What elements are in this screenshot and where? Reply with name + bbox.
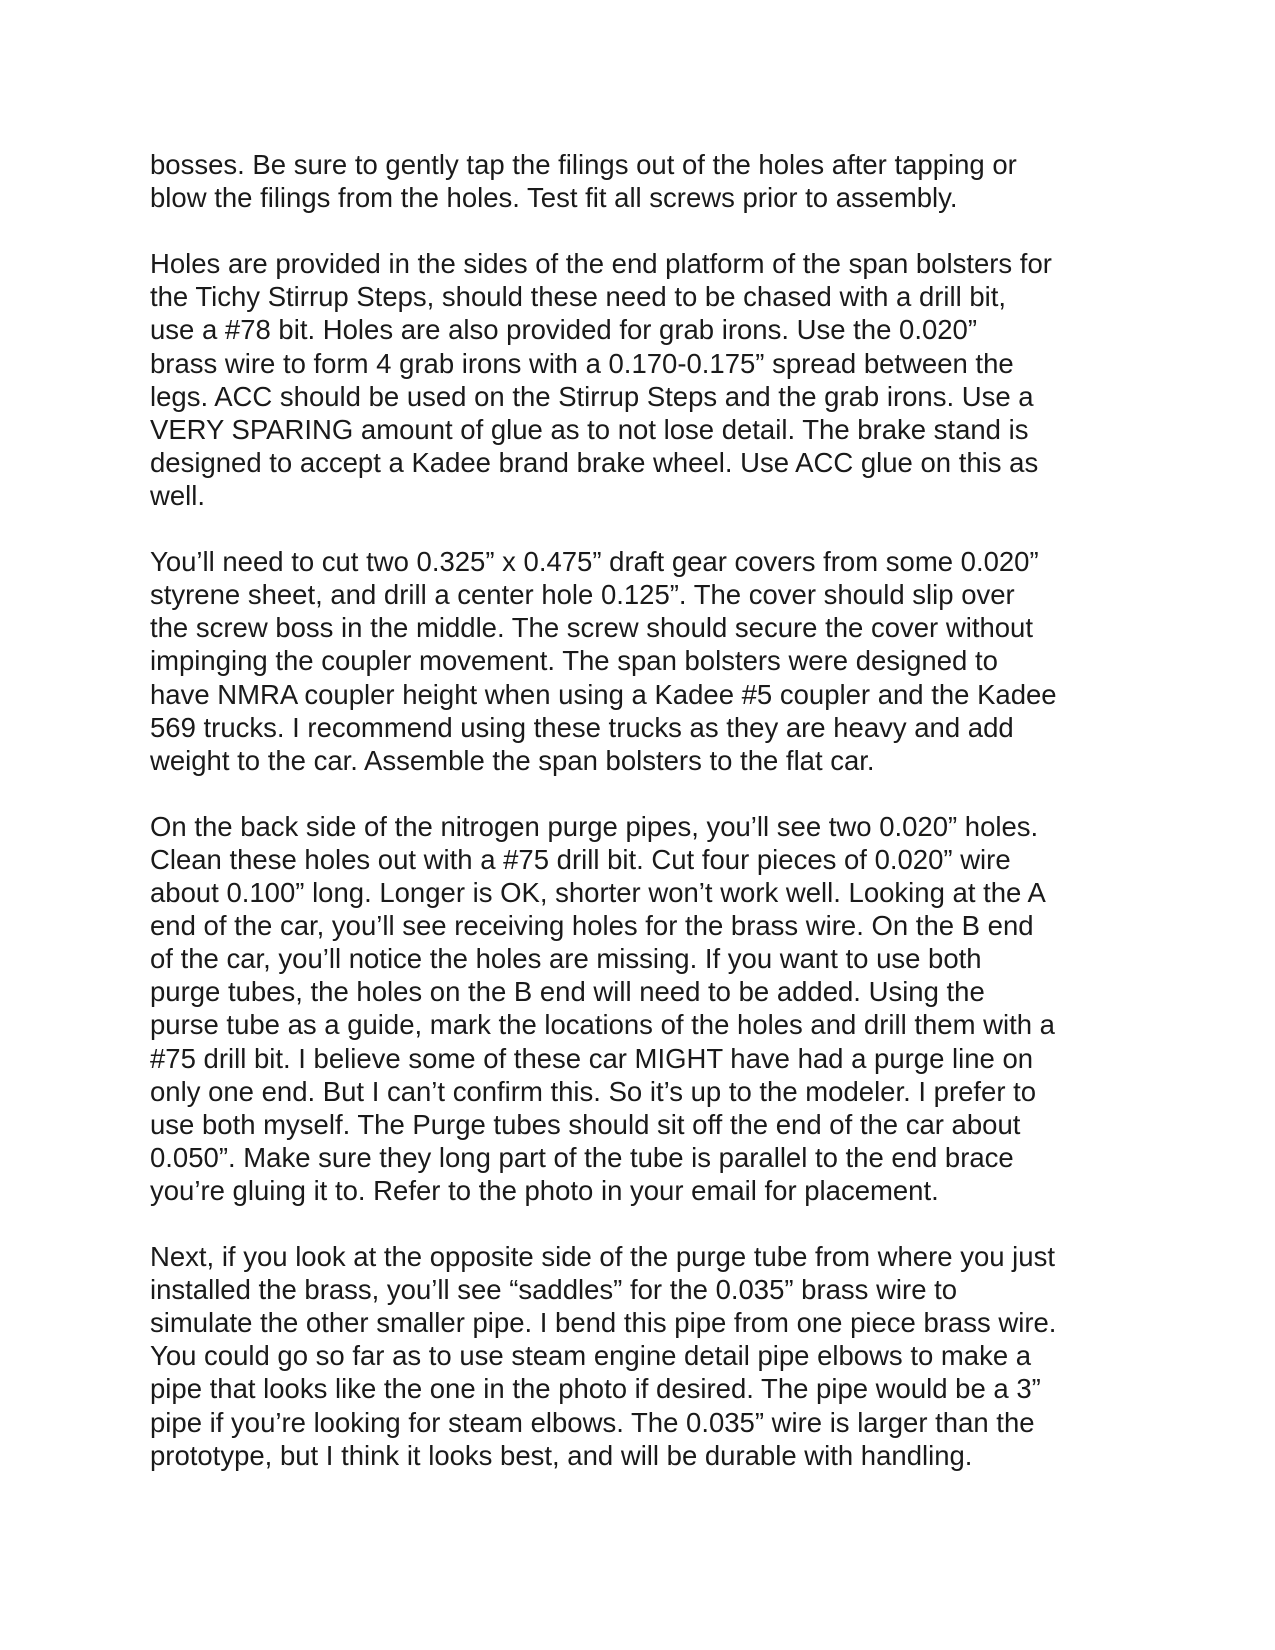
- text-line: well.: [150, 479, 206, 511]
- text-line: designed to accept a Kadee brand brake wheel. Use ACC glue on this as: [150, 446, 1039, 478]
- text-line: impinging the coupler movement. The span bolsters were designed to: [150, 645, 998, 677]
- text-line: VERY SPARING amount of glue as to not lose detail. The brake stand is: [150, 413, 1029, 445]
- paragraph-tapping-bosses: [150, 148, 1150, 214]
- text-line: the Tichy Stirrup Steps, should these need to be chased with a drill bit,: [150, 281, 1007, 313]
- text-line: use a #78 bit. Holes are also provided for grab irons. Use the 0.020”: [150, 314, 978, 346]
- text-line: brass wire to form 4 grab irons with a 0.170-0.175” spread between the: [150, 347, 1014, 379]
- text-line: You could go so far as to use steam engine detail pipe elbows to make a: [150, 1340, 1032, 1372]
- text-line: have NMRA coupler height when using a Kadee #5 coupler and the Kadee: [150, 678, 1057, 710]
- paragraph-stirrup-steps: [150, 247, 1150, 512]
- text-line: the screw boss in the middle. The screw should secure the cover without: [150, 612, 1033, 644]
- paragraph-saddles-brass-wire: [150, 1240, 1150, 1472]
- text-line: 569 trucks. I recommend using these trucks as they are heavy and add: [150, 711, 1014, 743]
- text-line: weight to the car. Assemble the span bolsters to the flat car.: [150, 744, 875, 776]
- text-line: legs. ACC should be used on the Stirrup Steps and the grab irons. Use a: [150, 380, 1034, 412]
- text-line: only one end. But I can’t confirm this. So it’s up to the modeler. I prefer to: [150, 1075, 1037, 1107]
- text-line: #75 drill bit. I believe some of these car MIGHT have had a purge line on: [150, 1042, 1034, 1074]
- text-line: pipe if you’re looking for steam elbows. The 0.035” wire is larger than the: [150, 1406, 1035, 1438]
- text-line: purse tube as a guide, mark the locations of the holes and drill them with a: [150, 1009, 1055, 1041]
- text-line: you’re gluing it to. Refer to the photo in your email for placement.: [150, 1174, 939, 1206]
- text-line: bosses. Be sure to gently tap the filings out of the holes after tapping or: [150, 149, 1017, 180]
- text-line: about 0.100” long. Longer is OK, shorter won’t work well. Looking at the A: [150, 877, 1046, 909]
- text-line: purge tubes, the holes on the B end will need to be added. Using the: [150, 976, 985, 1008]
- text-line: installed the brass, you’ll see “saddles” for the 0.035” brass wire to: [150, 1274, 958, 1306]
- text-line: use both myself. The Purge tubes should sit off the end of the car about: [150, 1108, 1021, 1140]
- document-body: [150, 148, 1150, 1505]
- text-line: prototype, but I think it looks best, and will be durable with handling.: [150, 1439, 973, 1471]
- text-line: blow the filings from the holes. Test fit all screws prior to assembly.: [150, 182, 958, 214]
- text-line: You’ll need to cut two 0.325” x 0.475” draft gear covers from some 0.020”: [150, 546, 1039, 578]
- text-line: styrene sheet, and drill a center hole 0.125”. The cover should slip over: [150, 579, 1015, 611]
- text-line: Holes are provided in the sides of the end platform of the span bolsters for: [150, 248, 1052, 280]
- text-line: pipe that looks like the one in the photo if desired. The pipe would be a 3”: [150, 1373, 1041, 1405]
- text-line: simulate the other smaller pipe. I bend this pipe from one piece brass wire.: [150, 1307, 1057, 1339]
- text-line: of the car, you’ll notice the holes are missing. If you want to use both: [150, 943, 982, 975]
- text-line: On the back side of the nitrogen purge pipes, you’ll see two 0.020” holes.: [150, 810, 1039, 842]
- paragraph-purge-pipes: [150, 810, 1150, 1207]
- paragraph-draft-gear-covers: [150, 545, 1150, 777]
- text-line: end of the car, you’ll see receiving holes for the brass wire. On the B end: [150, 910, 1034, 942]
- text-line: Clean these holes out with a #75 drill bit. Cut four pieces of 0.020” wire: [150, 843, 1011, 875]
- text-line: 0.050”. Make sure they long part of the tube is parallel to the end brace: [150, 1141, 1014, 1173]
- text-line: Next, if you look at the opposite side of the purge tube from where you just: [150, 1241, 1055, 1273]
